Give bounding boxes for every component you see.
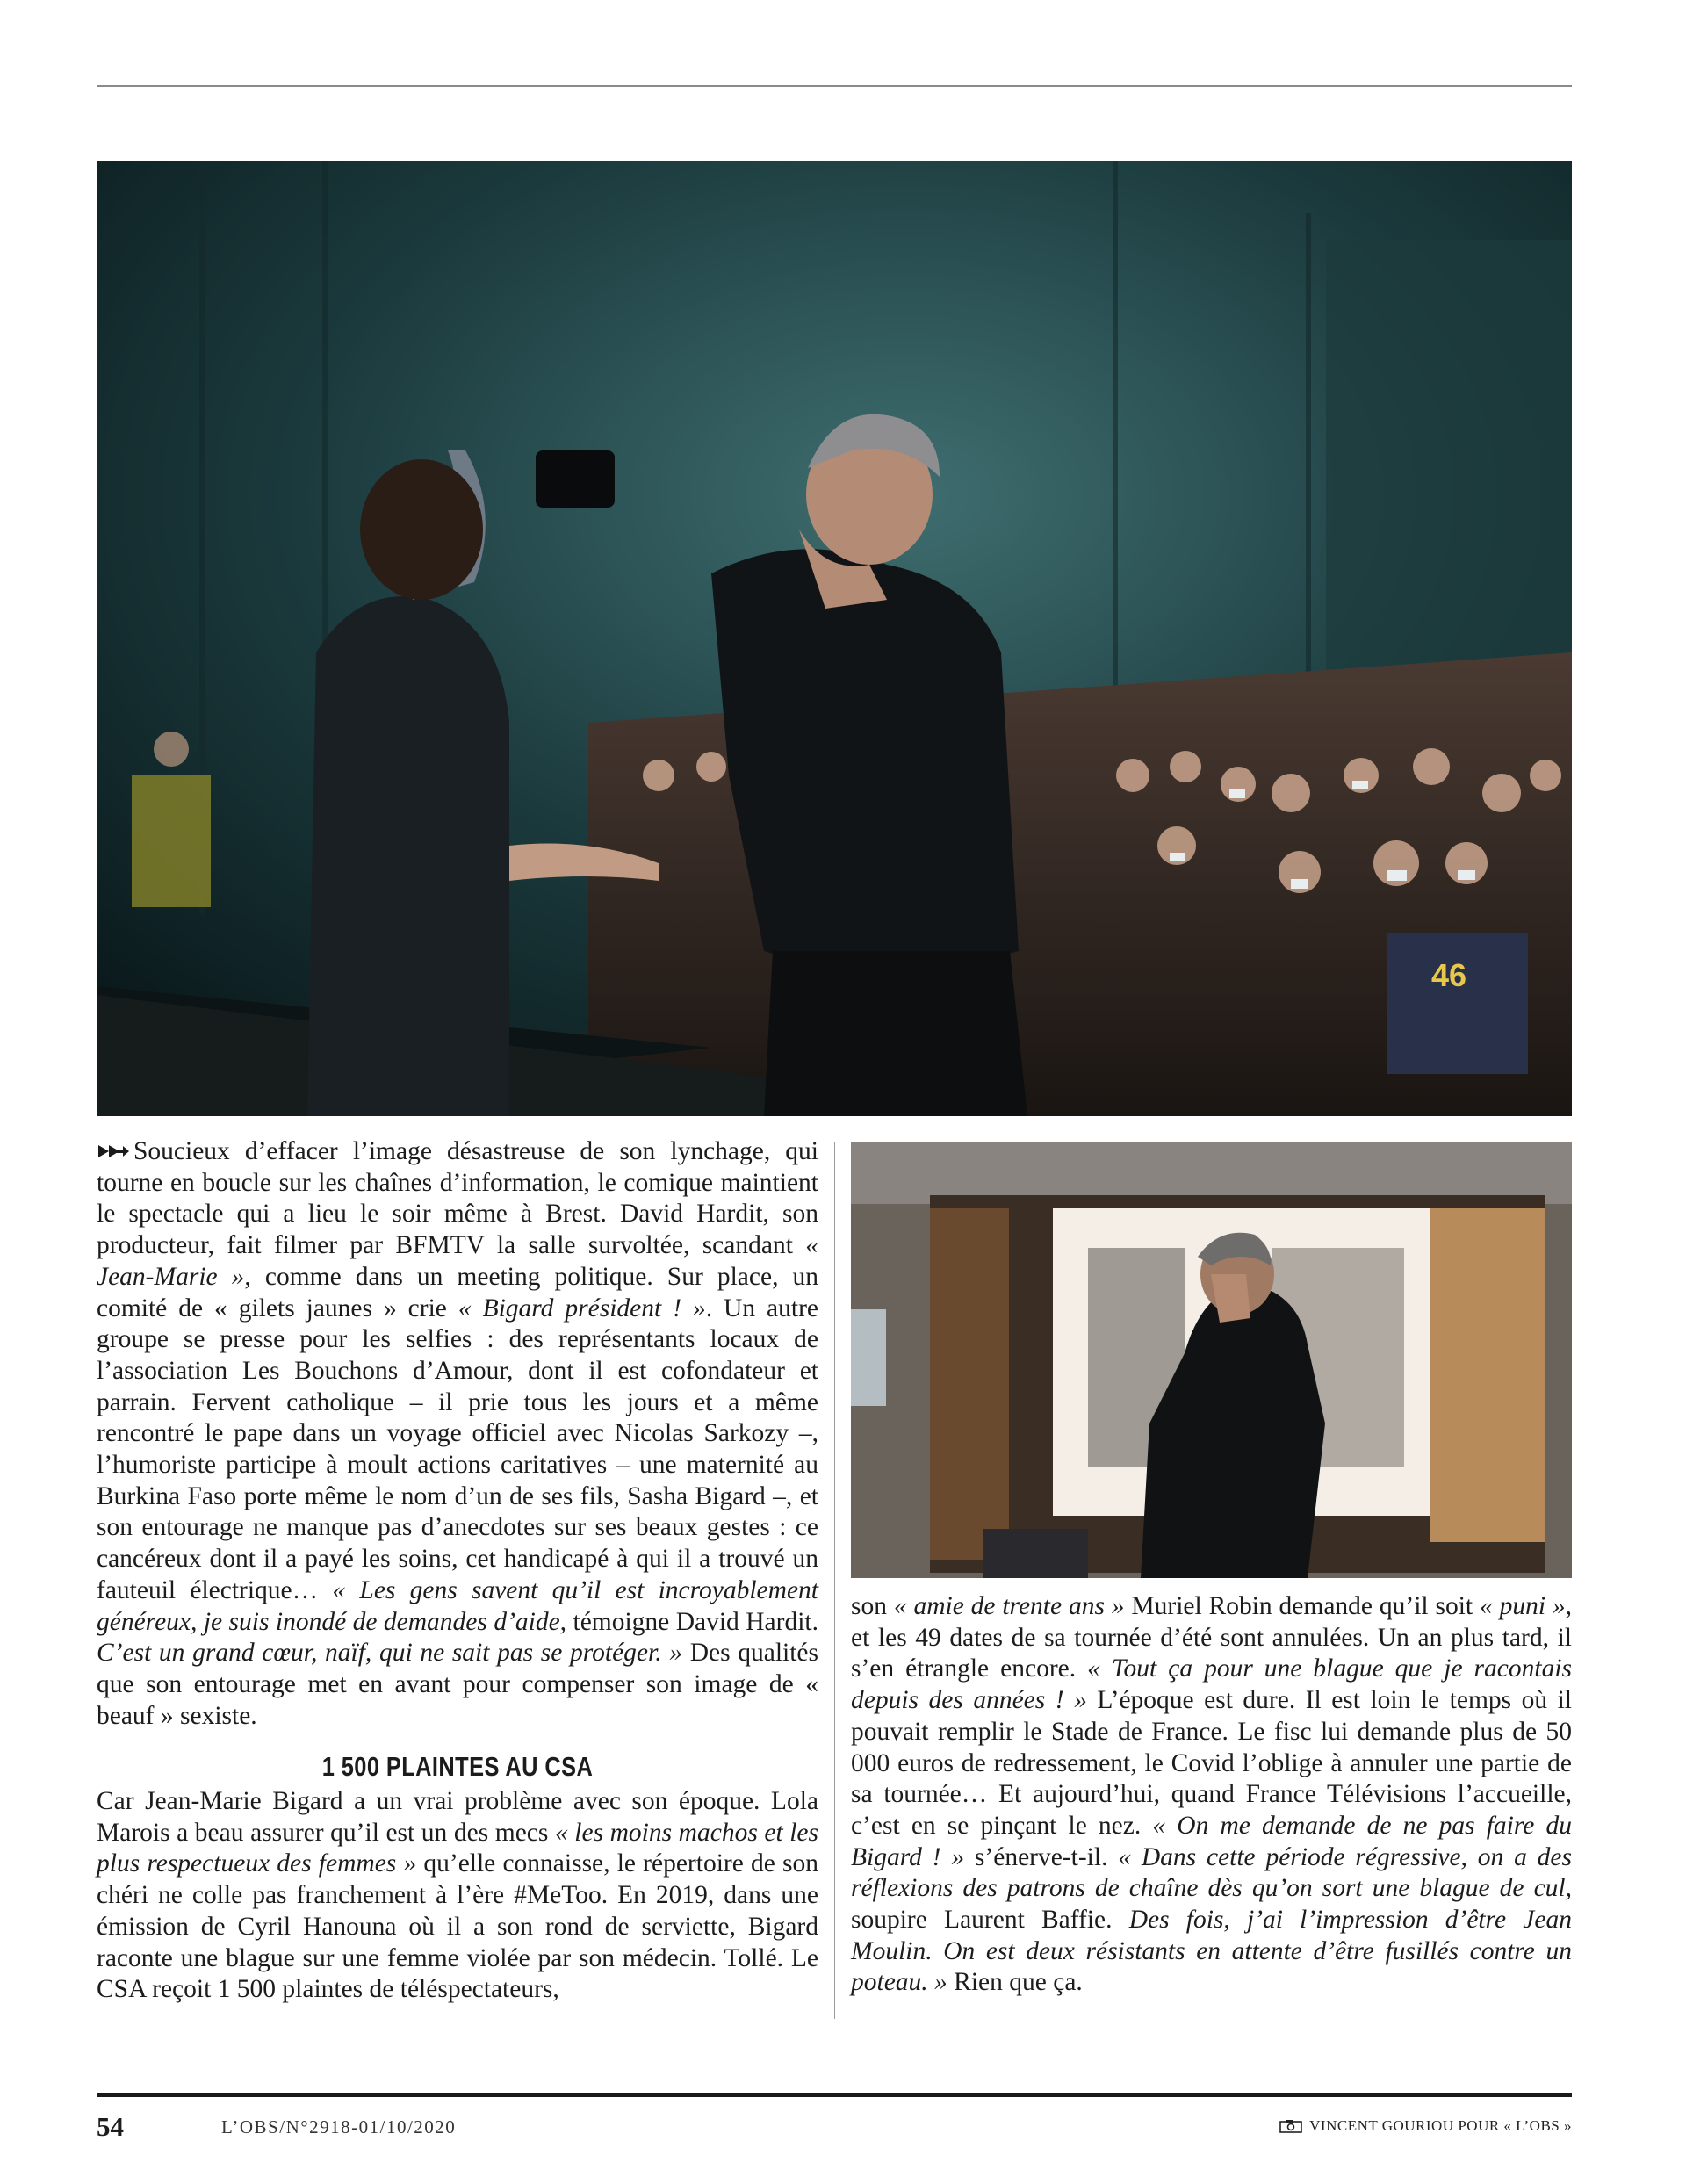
top-rule bbox=[97, 85, 1572, 87]
quote: C’est un grand cœur, naïf, qui ne sait pas se protéger. » bbox=[97, 1639, 683, 1668]
quote: « Dans cette période régressive, on a des réflexions des patrons de chaîne dès qu’on sort une blague de cul, bbox=[851, 1842, 1572, 1903]
text-run: soupire Laurent Baffie. bbox=[851, 1906, 1129, 1935]
text-run: Rien que ça. bbox=[947, 1968, 1083, 1997]
quote: « les moins machos et les plus respectueux des femmes » bbox=[97, 1818, 819, 1878]
paragraph-3 bbox=[851, 1591, 1572, 1999]
jersey-number: 46 bbox=[1431, 957, 1467, 993]
text-run: Soucieux d’effacer l’image désastreuse de son lynchage, qui tourne en boucle sur les chaînes d’information, le comique maintient le spectacle qui a lieu le soir même à Brest. David Hardit, son producteur, fait filmer par BFMTV la salle survoltée, scandant bbox=[97, 1137, 818, 1260]
paragraph-2 bbox=[97, 1786, 818, 2006]
bottom-rule bbox=[97, 2093, 1572, 2097]
side-photo bbox=[851, 1142, 1572, 1578]
credit-text: VINCENT GOURIOU POUR « L’OBS » bbox=[1309, 2117, 1572, 2134]
right-column bbox=[851, 1591, 1572, 1999]
quote: « Jean-Marie » bbox=[97, 1231, 818, 1291]
arrow-marker-icon bbox=[97, 1142, 130, 1161]
text-run: . Un autre groupe se presse pour les selfies : des représentants locaux de l’association Les Bouchons d’Amour, dont il est cofondateur et parrain. Fervent catholique – il prie tous les jours et a même rencontré le pape dans un voyage officiel avec Nicolas Sarkozy –, l’humoriste participe à moult actions caritatives – une maternité au Burkina Faso porte même le nom d’un de ses fils, Sasha Bigard –, et son entourage ne manque pas d’anecdotes sur ses beaux gestes : ce cancéreux dont il a payé les soins, cet handicapé à qui il a trouvé un fauteuil électrique… bbox=[97, 1294, 819, 1604]
text-run: Des qualités que son entourage met en avant pour compenser son image de « beauf » sexiste. bbox=[97, 1639, 818, 1730]
column-rule bbox=[834, 1142, 835, 2019]
text-run: , comme dans un meeting politique. Sur place, un comité de « gilets jaunes » crie bbox=[97, 1262, 819, 1323]
paragraph-1 bbox=[97, 1136, 818, 1732]
quote: « amie de trente ans » bbox=[893, 1592, 1125, 1620]
text-run: L’époque est dure. Il est loin le temps où il pouvait remplir le Stade de France. Le fisc lui demande plus de 50 000 euros de redressement, le Covid l’oblige à annuler une partie de sa tournée… Et aujourd’hui, quand France Télévisions l’accueille, c’est en se pinçant le nez. bbox=[851, 1686, 1572, 1840]
text-run: qu’elle connaisse, le répertoire de son chéri ne colle pas franchement à l’ère #MeToo. En 2019, dans une émission de Cyril Hanouna où il a son rond de serviette, Bigard raconte une blague sur une femme violée par son médecin. Tollé. Le CSA reçoit 1 500 plaintes de téléspectateurs, bbox=[97, 1849, 818, 2004]
main-photo bbox=[97, 161, 1572, 1116]
quote: Des fois, j’ai l’impression d’être Jean Moulin. On est deux résistants en attente d’être fusillés contre un poteau. » bbox=[851, 1906, 1572, 1997]
photo-credit bbox=[1279, 2117, 1572, 2135]
text-run: témoigne David Hardit. bbox=[566, 1607, 818, 1636]
text-run: son bbox=[851, 1592, 894, 1620]
quote: « Tout ça pour une blague que je racontais depuis des années ! » bbox=[851, 1654, 1572, 1715]
left-column bbox=[97, 1136, 818, 2006]
quote: « Bigard président ! » bbox=[458, 1294, 706, 1323]
quote: « On me demande de ne pas faire du Bigard ! » bbox=[851, 1811, 1572, 1871]
subheading: 1 500 PLAINTES AU CSA bbox=[321, 1751, 594, 1783]
quote: « puni », bbox=[1479, 1592, 1572, 1620]
text-run: et les 49 dates de sa tournée d’été sont annulées. Un an plus tard, il s’en étrangle encore. bbox=[851, 1623, 1572, 1683]
page-number: 54 bbox=[97, 2111, 124, 2142]
quote: « Les gens savent qu’il est incroyablement généreux, je suis inondé de demandes d’aide, bbox=[97, 1575, 818, 1636]
text-run: s’énerve-t-il. bbox=[964, 1842, 1119, 1871]
issue-line: L’OBS/N°2918-01/10/2020 bbox=[221, 2116, 457, 2137]
camera-icon bbox=[1279, 2119, 1302, 2133]
text-run: Car Jean-Marie Bigard a un vrai problème avec son époque. Lola Marois a beau assurer qu’il est un des mecs bbox=[97, 1787, 818, 1847]
text-run: Muriel Robin demande qu’il soit bbox=[1124, 1592, 1480, 1620]
